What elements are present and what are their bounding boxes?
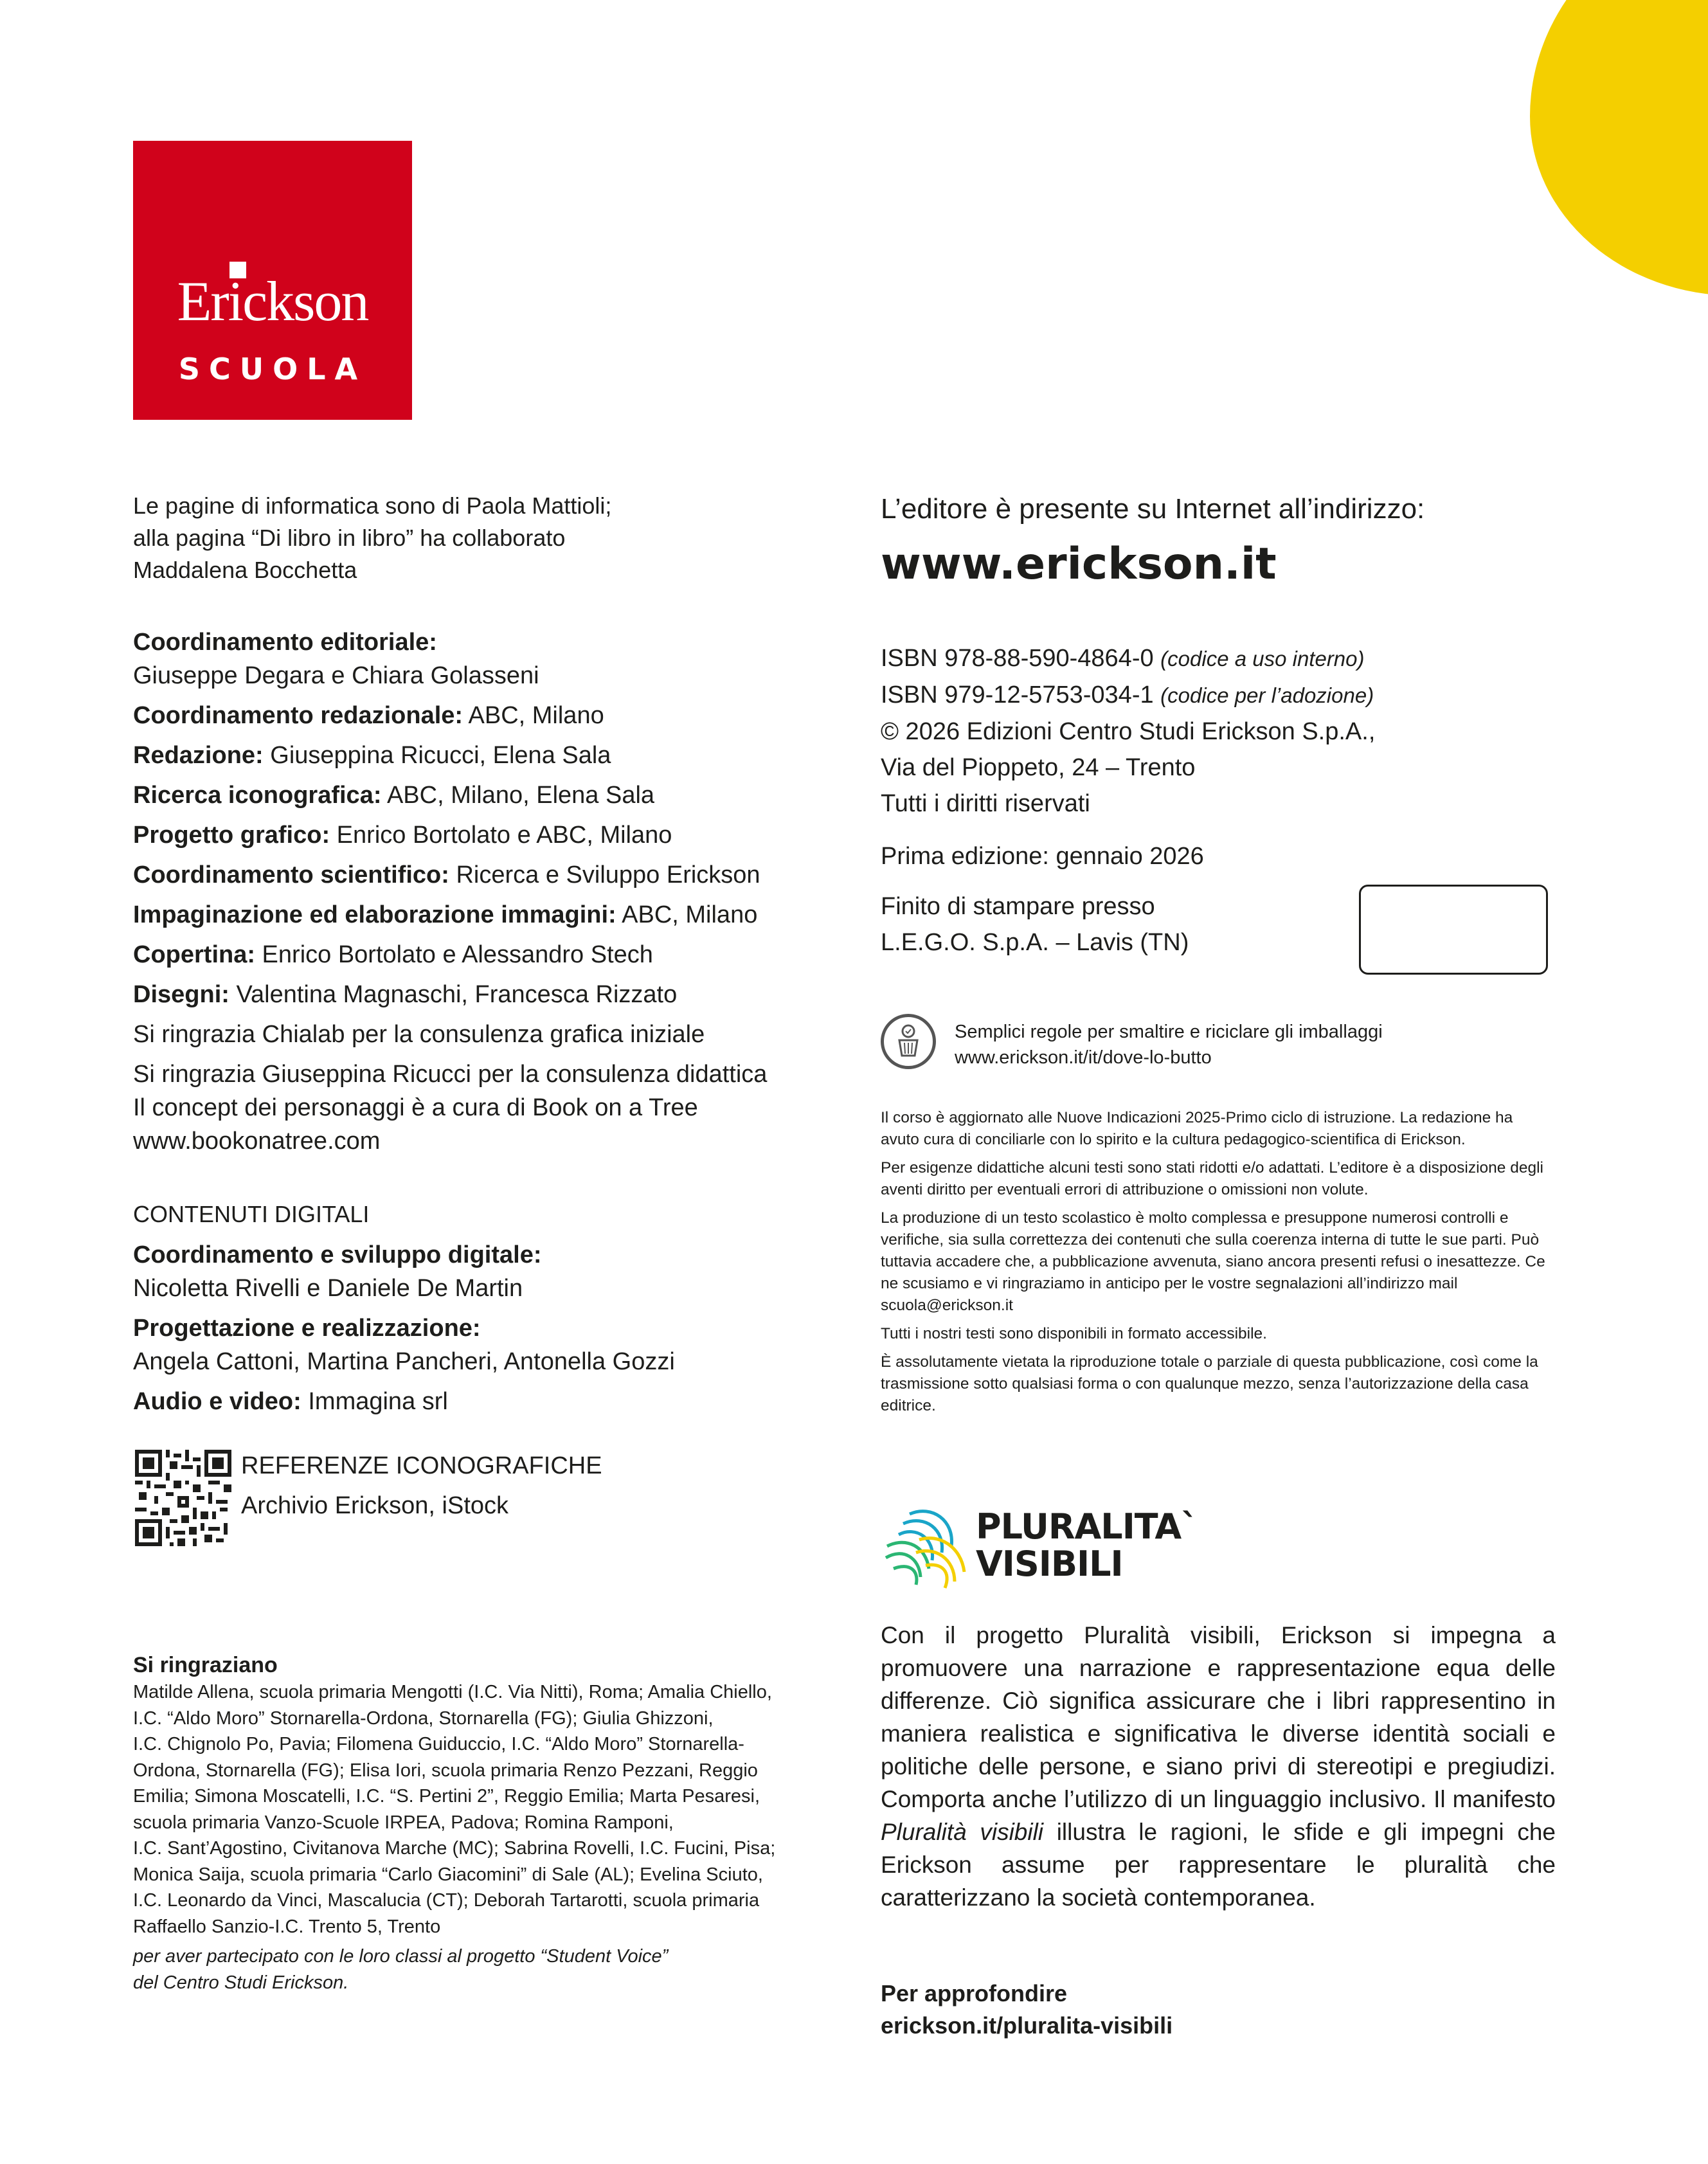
recycle-icon (881, 1014, 936, 1069)
pluralita-visibili-logo (881, 1501, 971, 1591)
isbn-note: (codice a uso interno) (1160, 647, 1365, 671)
note: Per esigenze didattiche alcuni testi sono stati ridotti e/o adattati. L’editore è a disposizione degli aventi diritto per eventuali errori di attribuzione o omissioni non volute. (881, 1159, 1543, 1198)
digital-value: Nicoletta Rivelli e Daniele De Martin (133, 1275, 523, 1302)
digital-label: Progettazione e realizzazione: (133, 1315, 481, 1342)
credit-value: Giuseppe Degara e Chiara Golasseni (133, 662, 539, 689)
thanks-closing: per aver partecipato con le loro classi al progetto “Student Voice” (133, 1946, 669, 1967)
isbn: ISBN 979-12-5753-034-1 (881, 681, 1154, 708)
note: La produzione di un testo scolastico è molto complessa e presuppone numerosi controlli e verifiche, sia sulla correttezza dei contenuti che sulla coerenza interna di tutte le sue parti. Può tuttavia accadere che, a pubblicazione avvenuta, siano ancora presenti refusi o inesattezze. Ce ne scusiamo e vi ringraziamo in anticipo per le vostre segnalazioni all’indirizzo mail scuola@erickson.it (881, 1209, 1545, 1314)
decorative-corner-shape (1530, 0, 1708, 296)
concept-credit: Il concept dei personaggi è a cura di Book on a Tree (133, 1094, 698, 1121)
intro-line: Le pagine di informatica sono di Paola Mattioli; (133, 492, 612, 519)
credit-row (133, 699, 821, 732)
credits-block (133, 626, 821, 1158)
logo-brand: Erickson (177, 271, 368, 333)
thanks-block (133, 1651, 821, 1996)
pluralita-text: illustra le ragioni, le sfide e gli impegni che Erickson assume per rappresentare le pluralità che caratterizzano la società contemporanea. (881, 1819, 1556, 1911)
digital-label: Audio e video: (133, 1388, 301, 1415)
digital-heading: CONTENUTI DIGITALI (133, 1201, 370, 1227)
credit-value: Valentina Magnaschi, Francesca Rizzato (229, 981, 678, 1008)
copyright: © 2026 Edizioni Centro Studi Erickson S.p.A., (881, 718, 1376, 745)
credit-label: Redazione: (133, 742, 264, 769)
thanks-heading: Si ringraziano (133, 1653, 278, 1677)
credit-value: Giuseppina Ricucci, Elena Sala (263, 742, 611, 769)
publisher-url[interactable]: www.erickson.it (881, 539, 1277, 590)
thanks-closing: del Centro Studi Erickson. (133, 1972, 349, 1993)
edition: Prima edizione: gennaio 2026 (881, 843, 1204, 870)
intro-line: Maddalena Bocchetta (133, 557, 357, 583)
thanks-line: I.C. Leonardo da Vinci, Mascalucia (CT); Deborah Tartarotti, scuola primaria (133, 1890, 760, 1911)
thanks-line: Raffaello Sanzio-I.C. Trento 5, Trento (133, 1916, 441, 1937)
more-url[interactable]: erickson.it/pluralita-visibili (881, 2012, 1173, 2039)
digital-value: Angela Cattoni, Martina Pancheri, Antonella Gozzi (133, 1348, 675, 1375)
credit-label: Coordinamento editoriale: (133, 629, 437, 656)
credit-row (133, 818, 821, 852)
thanks-line: Emilia; Simona Moscatelli, I.C. “S. Pertini 2”, Reggio Emilia; Marta Pesaresi, (133, 1786, 760, 1807)
qr-code[interactable] (135, 1450, 231, 1546)
isbn: ISBN 978-88-590-4864-0 (881, 645, 1154, 672)
publisher-intro: L’editore è presente su Internet all’indirizzo: (881, 493, 1425, 525)
credit-value: Ricerca e Sviluppo Erickson (449, 861, 760, 888)
thanks-line: I.C. “Aldo Moro” Stornarella-Ordona, Stornarella (FG); Giulia Ghizzoni, (133, 1708, 714, 1729)
erickson-scuola-logo (133, 141, 412, 420)
pluralita-logo-line: PLURALITA` (976, 1506, 1198, 1547)
digital-label: Coordinamento e sviluppo digitale: (133, 1241, 542, 1268)
isbn-note: (codice per l’adozione) (1160, 683, 1374, 707)
credit-value: Enrico Bortolato e Alessandro Stech (255, 941, 653, 968)
recycle-text (955, 1019, 1383, 1070)
thanks-list (133, 1679, 821, 1996)
digital-block (133, 1238, 821, 1418)
recycle-line: Semplici regole per smaltire e riciclare gli imballaggi (955, 1022, 1383, 1042)
thanks-line: I.C. Chignolo Po, Pavia; Filomena Guiduccio, I.C. “Aldo Moro” Stornarella- (133, 1734, 744, 1754)
more-label: Per approfondire (881, 1980, 1068, 2006)
recycle-line[interactable]: www.erickson.it/it/dove-lo-butto (955, 1047, 1212, 1068)
credit-row (133, 779, 821, 812)
note: Tutti i nostri testi sono disponibili in formato accessibile. (881, 1325, 1267, 1342)
copyright: Tutti i diritti riservati (881, 790, 1090, 817)
intro-block (133, 490, 821, 586)
credit-row (133, 898, 821, 932)
copyright: Via del Pioppeto, 24 – Trento (881, 754, 1196, 781)
credit-label: Copertina: (133, 941, 255, 968)
references-heading: REFERENZE ICONOGRAFICHE (241, 1452, 602, 1479)
printed-by: Finito di stampare presso (881, 893, 1155, 920)
thanks-line: scuola primaria Vanzo-Scuole IRPEA, Padova; Romina Ramponi, (133, 1812, 674, 1833)
pluralita-logo-line: VISIBILI (976, 1544, 1123, 1584)
credit-label: Progetto grafico: (133, 822, 330, 849)
pluralita-text: Con il progetto Pluralità visibili, Erickson si impegna a promuovere una narrazione e rappresentazione equa delle differenze. Ciò significa assicurare che i libri rappresentino in maniera realistica e significativa le diverse identità sociali e politiche delle persone, e siano privi di stereotipi e pregiudizi. Comporta anche l’utilizzo di un linguaggio inclusivo. Il manifesto (881, 1622, 1556, 1812)
qr-code-graphic (135, 1450, 231, 1546)
pluralita-more (881, 1978, 1556, 2042)
credit-row (133, 978, 821, 1011)
credit-value: ABC, Milano, Elena Sala (381, 782, 655, 809)
thanks-line: Monica Saija, scuola primaria “Carlo Giacomini” di Sale (AL); Evelina Sciuto, (133, 1864, 763, 1885)
pluralita-logo-text (976, 1508, 1198, 1583)
references-value: Archivio Erickson, iStock (241, 1492, 509, 1519)
pluralita-body (881, 1619, 1556, 1914)
references-block (241, 1449, 602, 1522)
credit-label: Coordinamento scientifico: (133, 861, 449, 888)
printed-by: L.E.G.O. S.p.A. – Lavis (TN) (881, 929, 1189, 956)
credit-label: Coordinamento redazionale: (133, 702, 463, 729)
thanks-line: Ordona, Stornarella (FG); Elisa Iori, scuola primaria Renzo Pezzani, Reggio (133, 1760, 758, 1781)
credit-value: ABC, Milano (616, 901, 758, 928)
thanks-line: I.C. Sant’Agostino, Civitanova Marche (MC); Sabrina Rovelli, I.C. Fucini, Pisa; (133, 1838, 776, 1859)
pluralita-manifesto: Pluralità visibili (881, 1819, 1044, 1845)
note: È assolutamente vietata la riproduzione totale o parziale di questa pubblicazione, così come la trasmissione sotto qualsiasi forma o con qualunque mezzo, senza l’autorizzazione della casa editrice. (881, 1353, 1538, 1414)
credit-label: Disegni: (133, 981, 229, 1008)
credit-row (133, 739, 821, 772)
stamp-box (1359, 885, 1548, 975)
credit-label: Impaginazione ed elaborazione immagini: (133, 901, 616, 928)
thanks-line: Matilde Allena, scuola primaria Mengotti (I.C. Via Nitti), Roma; Amalia Chiello, (133, 1682, 772, 1702)
credit-label: Ricerca iconografica: (133, 782, 382, 809)
digital-value: Immagina srl (301, 1388, 448, 1415)
credit-value: Enrico Bortolato e ABC, Milano (330, 822, 672, 849)
thanks-didattica: Si ringrazia Giuseppina Ricucci per la consulenza didattica (133, 1061, 768, 1088)
logo-sub: SCUOLA (178, 352, 367, 386)
credit-row (133, 858, 821, 892)
credit-value: ABC, Milano (463, 702, 604, 729)
fingerprint-icon (881, 1501, 971, 1591)
concept-url[interactable]: www.bookonatree.com (133, 1128, 381, 1155)
credit-row (133, 938, 821, 971)
note: Il corso è aggiornato alle Nuove Indicazioni 2025-Primo ciclo di istruzione. La redazione ha avuto cura di conciliarle con lo spirito e la cultura pedagogico-scientifica di Erickson. (881, 1109, 1513, 1148)
intro-line: alla pagina “Di libro in libro” ha collaborato (133, 525, 566, 551)
recycle-bin-icon (884, 1017, 933, 1066)
thanks-grafica: Si ringrazia Chialab per la consulenza grafica iniziale (133, 1021, 705, 1048)
notes-block (881, 1107, 1556, 1423)
